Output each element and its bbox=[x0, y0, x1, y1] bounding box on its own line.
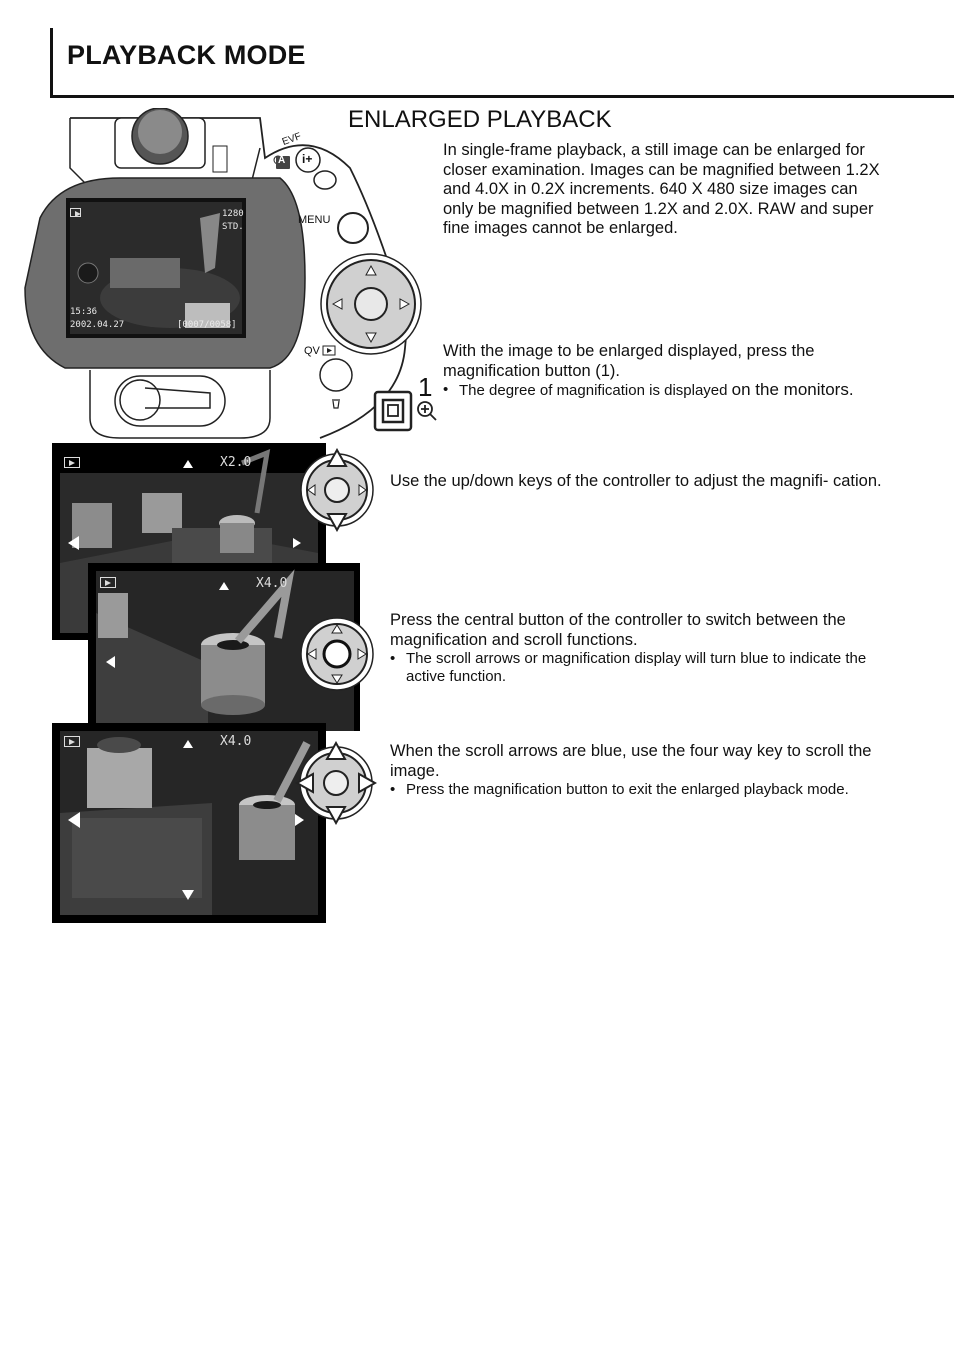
screen1-playback-icon bbox=[64, 457, 80, 468]
step3-block bbox=[390, 611, 880, 686]
screen3-scroll-left-icon bbox=[68, 812, 80, 828]
lcd-playback-icon bbox=[70, 208, 81, 217]
step1-bullet-part-a: The degree of magnification is displayed bbox=[459, 382, 732, 399]
lcd-time: 15:36 bbox=[70, 307, 98, 317]
intro-paragraph: In single-frame playback, a still image can be enlarged for closer examination. Images can be magnified between 1.2X and 4.0X in 0.2X increments. 640 X 480 size images can only be magnified between 1.2X and 2.0X. RAW and super fine images cannot be enlarged. bbox=[443, 141, 880, 237]
screen2-zoom-label: X4.0 bbox=[256, 576, 288, 591]
screen1-scroll-left-icon bbox=[68, 536, 79, 550]
screen3-zoom-label: X4.0 bbox=[220, 734, 252, 749]
lcd-date: 2002.04.27 bbox=[70, 320, 125, 330]
step1-block bbox=[443, 342, 883, 400]
controller-updown-diagram bbox=[299, 448, 375, 532]
step2-text: Use the up/down keys of the controller to adjust the magnifi- cation. bbox=[390, 472, 882, 490]
step4-bullet: • Press the magnification button to exit the enlarged playback mode. bbox=[390, 781, 880, 799]
camera-body-graphic bbox=[20, 108, 440, 448]
screen2-scroll-up-icon bbox=[219, 582, 229, 590]
playback-screen-zoom-4x-b bbox=[52, 723, 326, 923]
step1-number: 1 bbox=[418, 372, 433, 402]
step1-bullet bbox=[443, 381, 883, 400]
screen1-scroll-up-icon bbox=[183, 460, 193, 468]
header-rule-vertical bbox=[50, 28, 53, 98]
screen3-playback-icon bbox=[64, 736, 80, 747]
evf-label: EVF bbox=[280, 131, 303, 148]
step4-block bbox=[390, 742, 880, 799]
lcd-quality: STD. bbox=[222, 222, 244, 232]
page-title: PLAYBACK MODE bbox=[67, 40, 306, 70]
lcd-image-size: 1280 bbox=[222, 209, 244, 219]
screen3-scroll-down-icon bbox=[182, 890, 194, 900]
lcd-frame-counter: [0007/0058] bbox=[177, 320, 237, 330]
auto-mode-label: A bbox=[278, 155, 286, 166]
step1-bullet-part-b: on the monitors. bbox=[731, 380, 854, 399]
screen1-scroll-right-icon bbox=[293, 538, 301, 548]
screen1-zoom-label: X2.0 bbox=[220, 455, 252, 470]
qv-label: QV bbox=[304, 345, 320, 357]
step1-text: With the image to be enlarged displayed, press the magnification button (1). bbox=[443, 342, 815, 380]
step3-bullet: • The scroll arrows or magnification display will turn blue to indicate the active function. bbox=[390, 650, 880, 686]
controller-fourway-diagram bbox=[295, 741, 377, 825]
section-title: ENLARGED PLAYBACK bbox=[348, 106, 612, 133]
menu-label: MENU bbox=[298, 214, 331, 226]
screen2-scroll-left-icon bbox=[106, 656, 115, 668]
screen3-scroll-up-icon bbox=[183, 740, 193, 748]
controller-center-diagram bbox=[299, 616, 375, 692]
step3-text: Press the central button of the controller to switch between the magnification and scroll functions. bbox=[390, 611, 846, 649]
info-label: i+ bbox=[302, 152, 313, 166]
screen2-playback-icon bbox=[100, 577, 116, 588]
step4-text: When the scroll arrows are blue, use the four way key to scroll the image. bbox=[390, 742, 872, 780]
header-rule-horizontal bbox=[50, 95, 954, 98]
camera-illustration bbox=[20, 108, 440, 448]
